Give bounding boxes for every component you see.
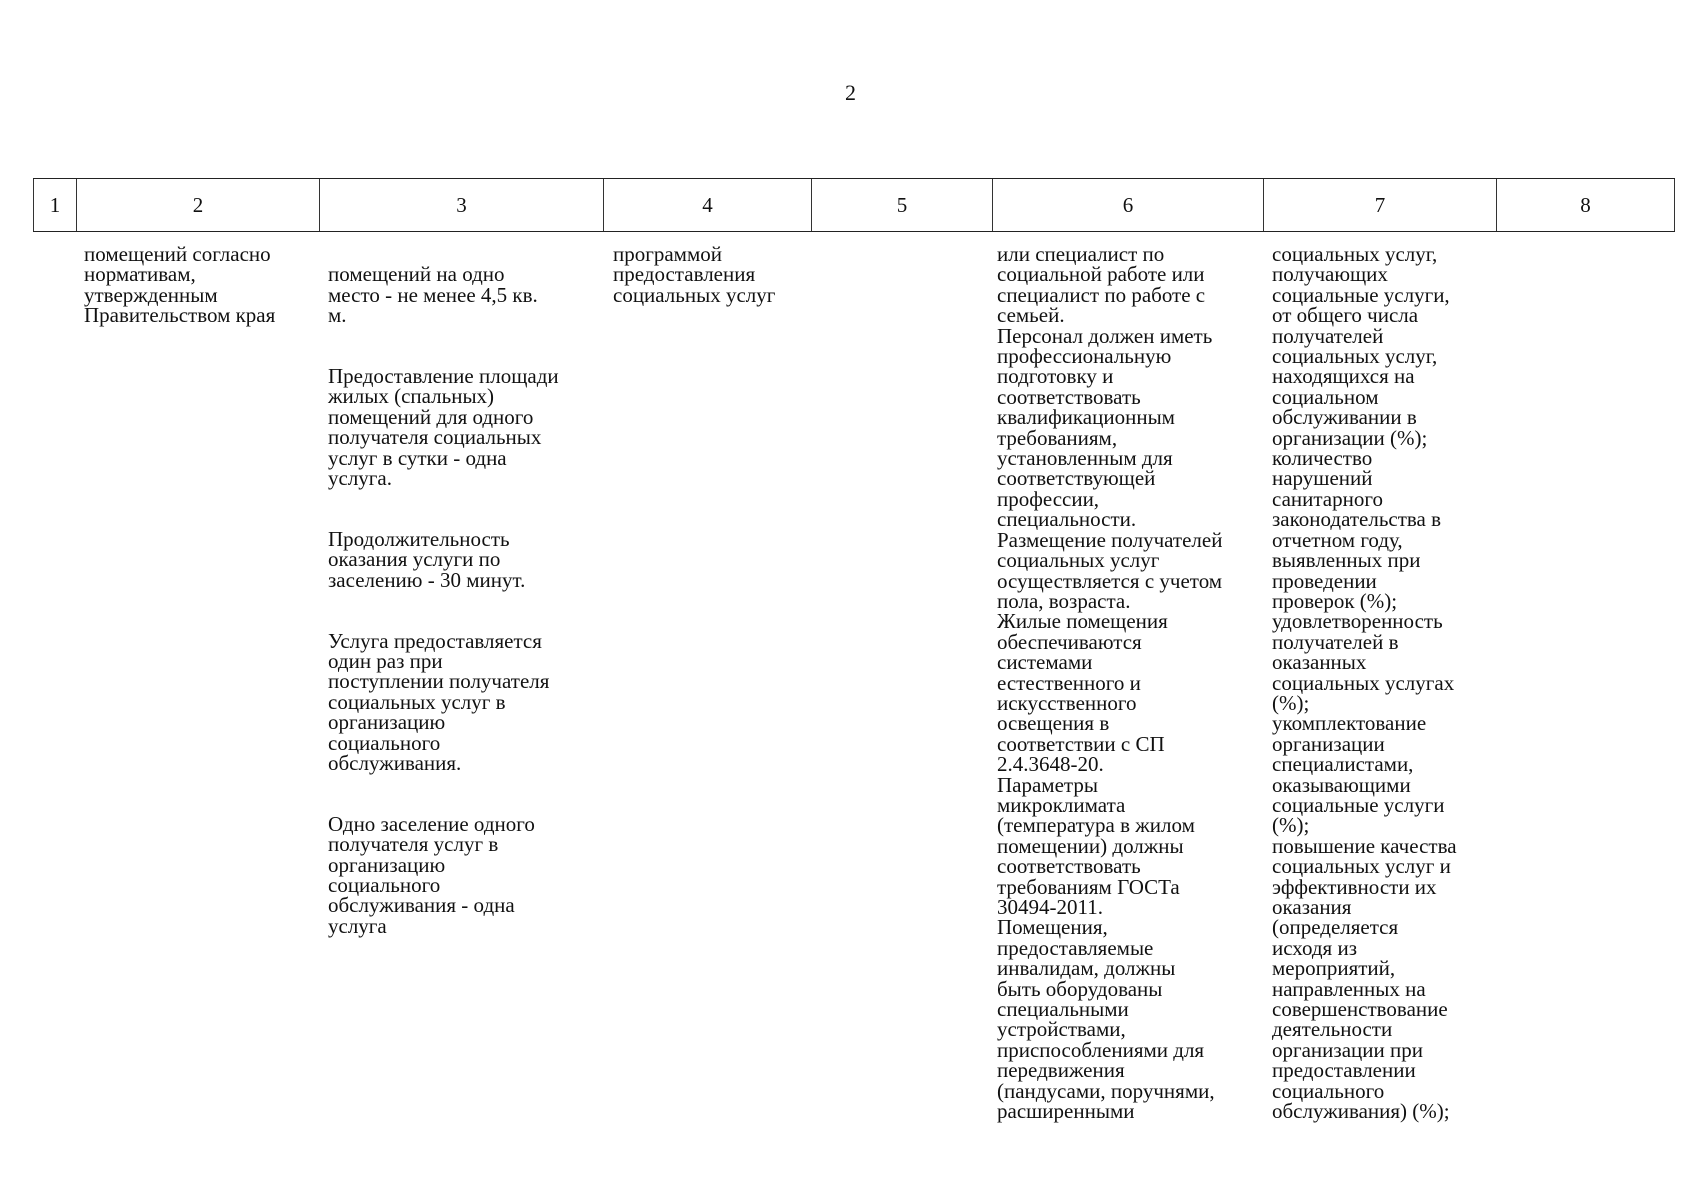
header-cell-4: 4 — [603, 179, 811, 231]
header-cell-3: 3 — [319, 179, 603, 231]
table-header — [33, 178, 1675, 232]
header-cell-1: 1 — [33, 179, 76, 231]
header-cell-2: 2 — [76, 179, 319, 231]
cell-col-3-paragraph: Предоставление площади жилых (спальных) помещений для одного получателя социальных услуг в сутки - одна услуга. — [328, 364, 559, 491]
page-number: 2 — [845, 80, 856, 105]
cell-col-2: помещений согласно нормативам, утвержденным Правительством края — [84, 242, 276, 328]
cell-col-3-paragraph: помещений на одно место - не менее 4,5 кв. м. — [328, 262, 538, 328]
header-cell-5: 5 — [811, 179, 992, 231]
header-cell-8: 8 — [1496, 179, 1675, 231]
header-cell-6: 6 — [992, 179, 1263, 231]
header-cell-7: 7 — [1263, 179, 1496, 231]
cell-col-6: или специалист по социальной работе или специалист по работе с семьей. Персонал должен иметь профессиональную подготовку и соответствовать квалификационным требованиям, установленным для соответствующей профессии, специальности. Размещение получателей социальных услуг осуществляется с учетом пола, возраста. Жилые помещения обеспечиваются системами естественного и искусственного освещения в соответствии с СП 2.4.3648-20. Параметры микроклимата (температура в жилом помещении) должны соответствовать требованиям ГОСТа 30494-2011. Помещения, предоставляемые инвалидам, должны быть оборудованы специальными устройствами, приспособлениями для передвижения (пандусами, поручнями, расширенными — [997, 242, 1223, 1124]
cell-col-3-paragraph: Одно заселение одного получателя услуг в организацию социального обслуживания - одна услуга — [328, 811, 535, 938]
cell-col-3-paragraph: Продолжительность оказания услуги по заселению - 30 минут. — [328, 526, 526, 592]
cell-col-7: социальных услуг, получающих социальные услуги, от общего числа получателей социальных услуг, находящихся на социальном обслуживании в организации (%); количество нарушений санитарного законодательства в отчетном году, выявленных при проведении проверок (%); удовлетворенность получателей в оказанных социальных услугах (%); укомплектование организации специалистами, оказывающими социальные услуги (%); повышение качества социальных услуг и эффективности их оказания (определяется исходя из мероприятий, направленных на совершенствование деятельности организации при предоставлении социального обслуживания) (%); — [1272, 242, 1457, 1124]
cell-col-3-paragraph: Услуга предоставляется один раз при поступлении получателя социальных услуг в организацию социального обслуживания. — [328, 628, 550, 775]
cell-col-4: программой предоставления социальных услуг — [613, 242, 776, 307]
cell-col-3 — [328, 244, 618, 957]
